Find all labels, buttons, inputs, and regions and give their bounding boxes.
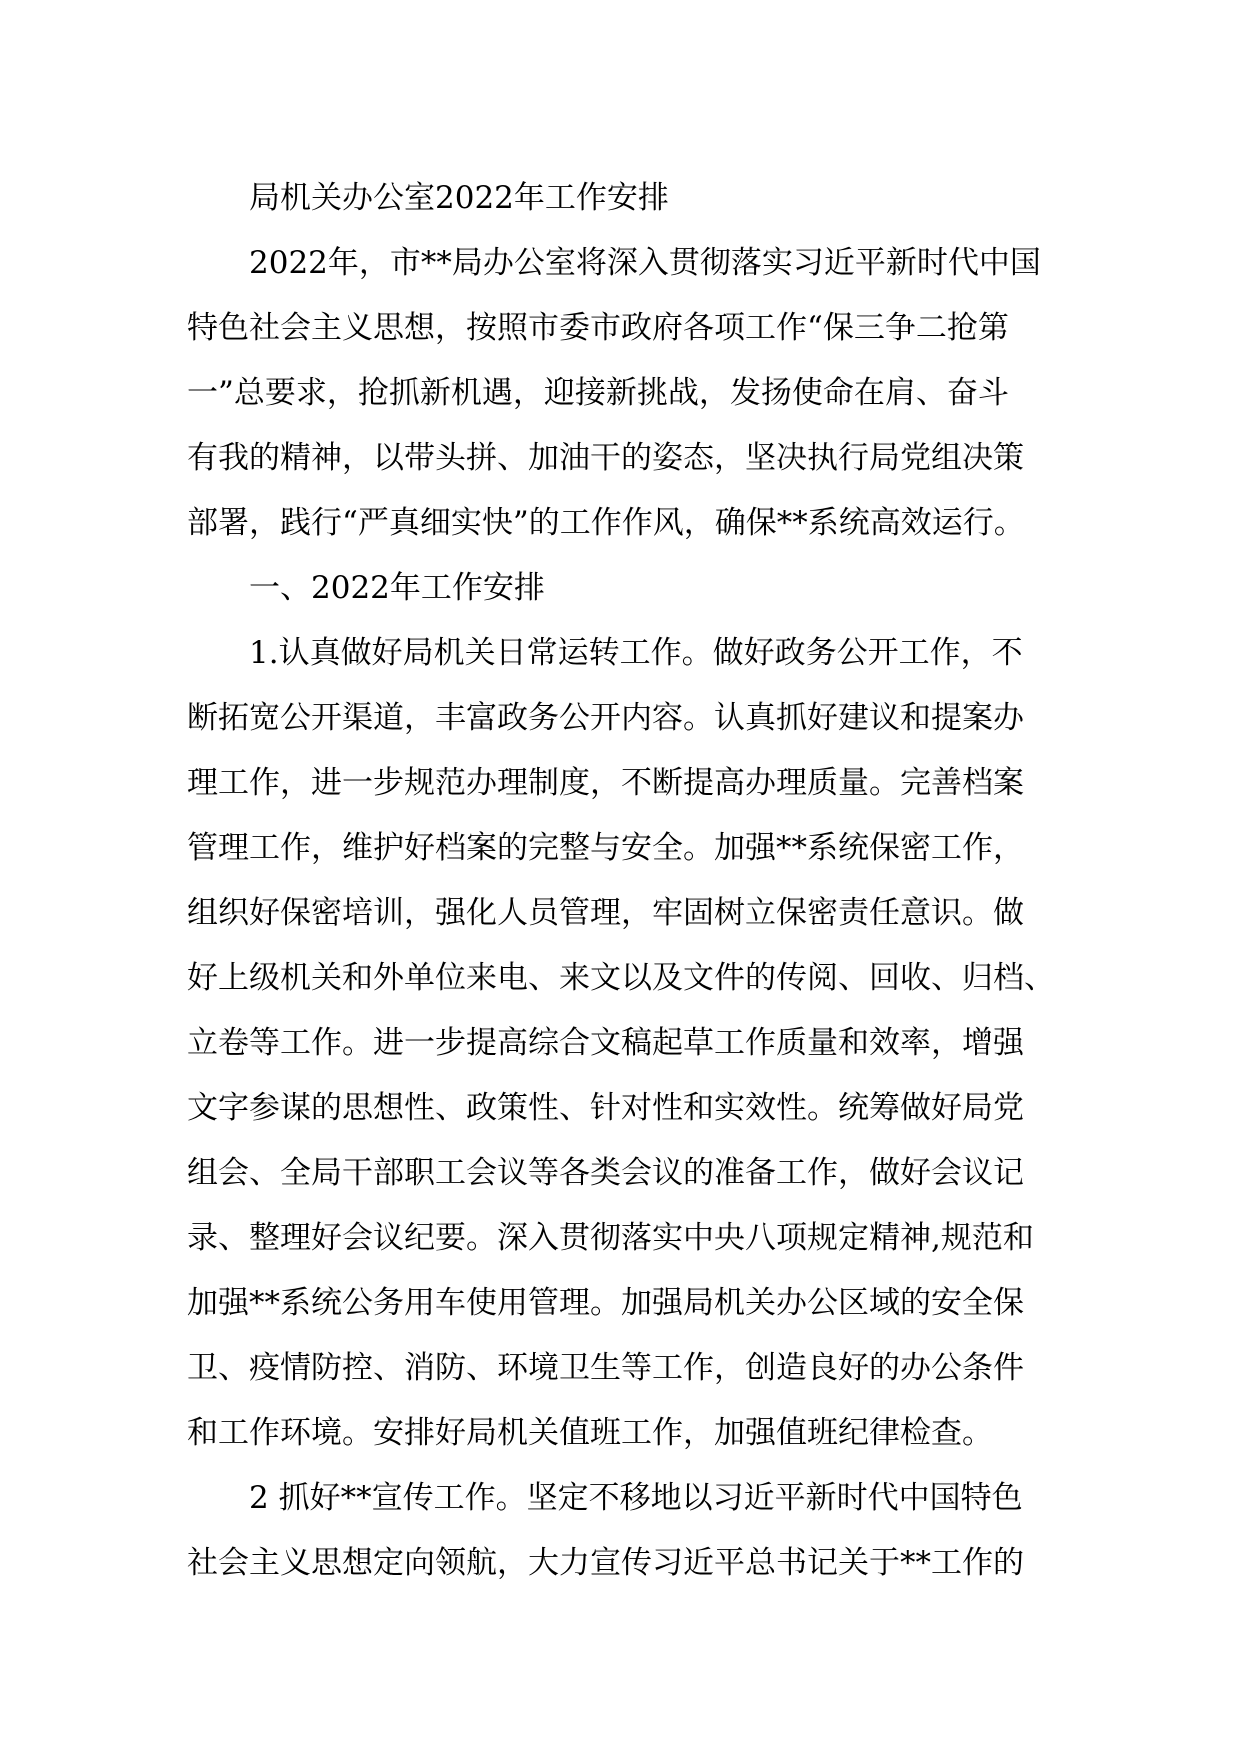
text-line: 好上级机关和外单位来电、来文以及文件的传阅、回收、归档、	[187, 960, 1055, 996]
text-line: 录、整理好会议纪要。深入贯彻落实中央八项规定精神,规范和	[187, 1220, 1034, 1256]
text-line: 一”总要求，抢抓新机遇，迎接新挑战，发扬使命在肩、奋斗	[187, 375, 1009, 411]
document-title: 局机关办公室2022年工作安排	[249, 180, 669, 216]
document-body	[187, 166, 1055, 1596]
text-line: 部署，践行“严真细实快”的工作作风，确保**系统高效运行。	[187, 505, 1025, 541]
text-line: 特色社会主义思想，按照市委市政府各项工作“保三争二抢第	[187, 310, 1009, 346]
section-heading: 一、2022年工作安排	[249, 570, 545, 606]
text-line: 2022年，市**局办公室将深入贯彻落实习近平新时代中国	[249, 245, 1041, 281]
text-line: 社会主义思想定向领航，大力宣传习近平总书记关于**工作的	[187, 1545, 1024, 1581]
text-line: 管理工作，维护好档案的完整与安全。加强**系统保密工作，	[187, 830, 1024, 866]
text-line: 断拓宽公开渠道，丰富政务公开内容。认真抓好建议和提案办	[187, 700, 1024, 736]
text-line: 卫、疫情防控、消防、环境卫生等工作，创造良好的办公条件	[187, 1350, 1024, 1386]
text-line: 加强**系统公务用车使用管理。加强局机关办公区域的安全保	[187, 1285, 1024, 1321]
text-line: 理工作，进一步规范办理制度，不断提高办理质量。完善档案	[187, 765, 1024, 801]
text-line: 和工作环境。安排好局机关值班工作，加强值班纪律检查。	[187, 1415, 993, 1451]
text-line: 2 抓好**宣传工作。坚定不移地以习近平新时代中国特色	[249, 1480, 1023, 1516]
text-line: 文字参谋的思想性、政策性、针对性和实效性。统筹做好局党	[187, 1090, 1024, 1126]
text-line: 有我的精神，以带头拼、加油干的姿态，坚决执行局党组决策	[187, 440, 1024, 476]
text-line: 组会、全局干部职工会议等各类会议的准备工作，做好会议记	[187, 1155, 1024, 1191]
text-line: 组织好保密培训，强化人员管理，牢固树立保密责任意识。做	[187, 895, 1024, 931]
text-line: 1.认真做好局机关日常运转工作。做好政务公开工作，不	[249, 635, 1023, 671]
text-line: 立卷等工作。进一步提高综合文稿起草工作质量和效率，增强	[187, 1025, 1024, 1061]
